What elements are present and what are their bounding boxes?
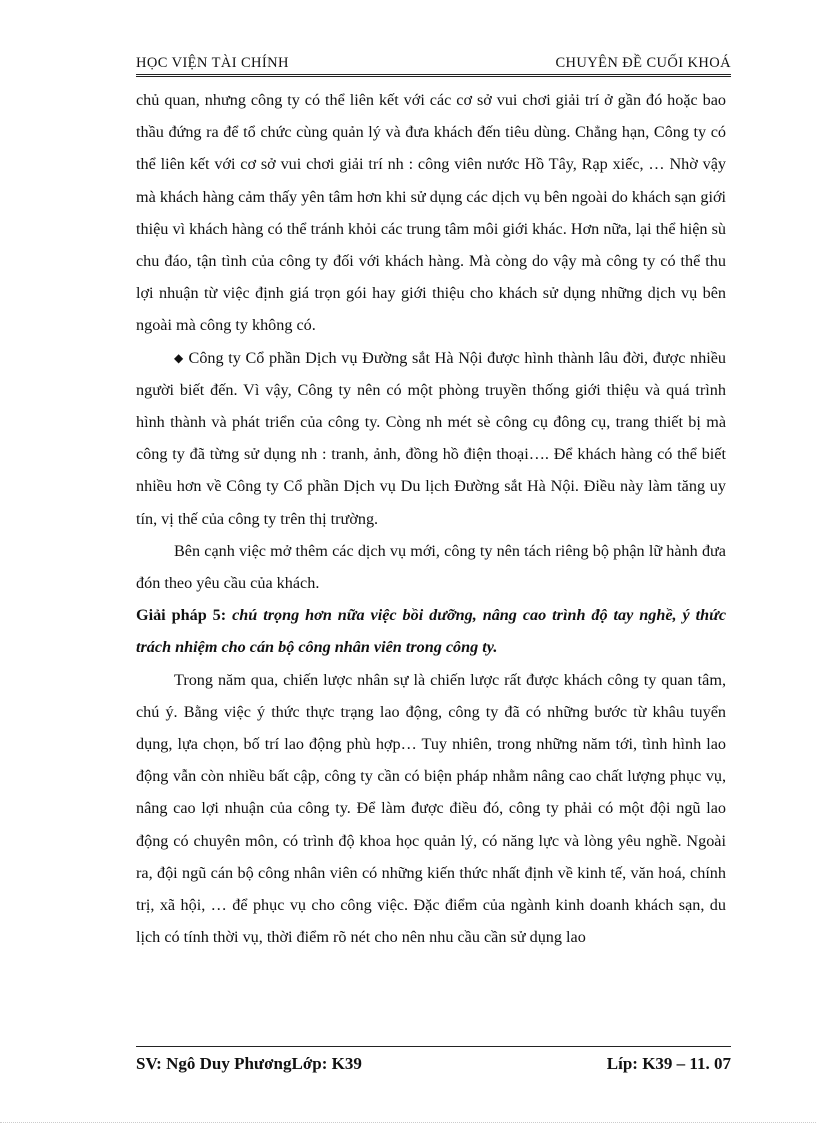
- paragraph-1: chủ quan, nhưng công ty có thể liên kết với các cơ sở vui chơi giải trí ở gần đó hoặc bao thầu đứng ra để tổ chức cùng quản lý và đưa khách đến tiêu dùng. Chẳng hạn, Công ty có thể liên kết với cơ sở vui chơi giải trí nh : công viên nước Hồ Tây, Rạp xiếc, … Nhờ vậy mà khách hàng cảm thấy yên tâm hơn khi sử dụng các dịch vụ bên ngoài do khách sạn giới thiệu vì khách hàng có thể tránh khỏi các trung tâm môi giới khác. Hơn nữa, lại thể hiện sù chu đáo, tận tình của công ty đối với khách hàng. Mà còng do vậy mà công ty có thể thu lợi nhuận từ việc định giá trọn gói hay giới thiệu cho khách sử dụng những dịch vụ bên ngoài mà công ty không có.: [136, 91, 726, 335]
- header-institution: HỌC VIỆN TÀI CHÍNH: [136, 55, 289, 71]
- paragraph-4: Trong năm qua, chiến lược nhân sự là chiến lược rất được khách công ty quan tâm, chú ý. Bằng việc ý thức thực trạng lao động, công ty đã có những bước từ khâu tuyển dụng, lựa chọn, bố trí lao động phù hợp… Tuy nhiên, trong những năm tới, tình hình lao động vẫn còn nhiều bất cập, công ty cần có biện pháp nhằm nâng cao chất lượng phục vụ, nâng cao lợi nhuận của công ty. Để làm được điều đó, công ty phải có một đội ngũ lao động có chuyên môn, có trình độ khoa học quản lý, có năng lực và lòng yêu nghề. Ngoài ra, đội ngũ cán bộ công nhân viên có những kiến thức nhất định về kinh tế, văn hoá, chính trị, xã hội, … để phục vụ cho công việc. Đặc điểm của ngành kinh doanh khách sạn, du lịch có tính thời vụ, thời điểm rõ nét cho nên nhu cầu cần sử dụng lao: [136, 670, 726, 947]
- paragraph-3: Bên cạnh việc mở thêm các dịch vụ mới, công ty nên tách riêng bộ phận lữ hành đưa đón theo yêu cầu của khách.: [136, 541, 726, 593]
- page-footer: [136, 1054, 731, 1074]
- solution-label: Giải pháp 5:: [136, 606, 227, 625]
- solution-heading: [136, 599, 726, 663]
- solution-text: chú trọng hơn nữa việc bồi dưỡng, nâng cao trình độ tay nghề, ý thức trách nhiệm cho cán bộ công nhân viên trong công ty.: [136, 606, 727, 657]
- paragraph-2-text: Công ty Cổ phần Dịch vụ Đường sắt Hà Nội được hình thành lâu đời, được nhiều người biết đến. Vì vậy, Công ty nên có một phòng truyền thống giới thiệu và quá trình hình thành và phát triển của công ty. Còng nh mét sè công cụ đông cụ, trang thiết bị mà công ty đã từng sử dụng nh : tranh, ảnh, đồng hồ điện thoại…. Để khách hàng có thể biết nhiều hơn về Công ty Cổ phần Dịch vụ Du lịch Đường sắt Hà Nội. Điều này làm tăng uy tín, vị thế của công ty trên thị trường.: [136, 348, 727, 528]
- footer-class: Líp: K39 – 11. 07: [606, 1054, 731, 1073]
- header-rule: [136, 74, 731, 77]
- page-header: [136, 48, 731, 72]
- bullet-icon: ◆: [174, 350, 184, 365]
- header-doc-type: CHUYÊN ĐỀ CUỐI KHOÁ: [555, 55, 731, 71]
- footer-student: SV: Ngô Duy PhươngLớp: K39: [136, 1054, 362, 1073]
- document-body: [136, 84, 726, 953]
- footer-rule: [136, 1046, 731, 1047]
- paragraph-2: [136, 342, 726, 535]
